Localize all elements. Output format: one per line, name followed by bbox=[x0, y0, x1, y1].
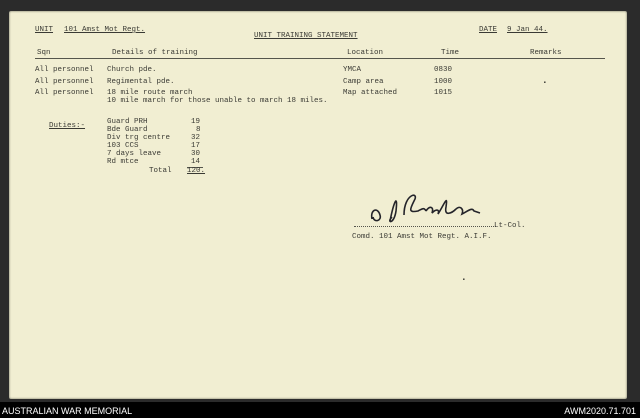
duty-count: 17 bbox=[191, 142, 201, 150]
margin-mark: ▪ bbox=[462, 276, 466, 283]
footer-bar bbox=[0, 402, 640, 418]
footer-accession-number: AWM2020.71.701 bbox=[564, 406, 636, 416]
document-page bbox=[9, 11, 627, 399]
row-sqn: All personnel bbox=[35, 78, 94, 86]
date-label: DATE bbox=[479, 26, 498, 34]
column-header-remarks: Remarks bbox=[530, 49, 562, 57]
duty-name: 103 CCS bbox=[107, 142, 139, 150]
row-details: Regimental pde. bbox=[107, 78, 175, 86]
row-location: Camp area bbox=[343, 78, 384, 86]
duty-name: Guard PRH bbox=[107, 118, 148, 126]
column-header-sqn: Sqn bbox=[37, 49, 51, 57]
duty-count: 19 bbox=[191, 118, 201, 126]
signature-rank: Lt-Col. bbox=[494, 222, 526, 230]
unit-label: UNIT bbox=[35, 26, 54, 34]
handwritten-signature bbox=[364, 187, 499, 227]
column-header-time: Time bbox=[441, 49, 460, 57]
duty-name: 7 days leave bbox=[107, 150, 162, 158]
signature-line bbox=[354, 226, 496, 228]
unit-value: 101 Amst Mot Regt. bbox=[64, 26, 146, 34]
footer-institution: AUSTRALIAN WAR MEMORIAL bbox=[2, 406, 133, 416]
duties-total-label: Total bbox=[149, 167, 172, 175]
duty-count: 30 bbox=[191, 150, 201, 158]
document-title: UNIT TRAINING STATEMENT bbox=[254, 32, 358, 40]
row-time: 1000 bbox=[434, 78, 453, 86]
row-sqn: All personnel bbox=[35, 66, 94, 74]
column-header-details: Details of training bbox=[112, 49, 198, 57]
row-time: 1015 bbox=[434, 89, 453, 97]
duty-count: 32 bbox=[191, 134, 201, 142]
date-value: 9 Jan 44. bbox=[507, 26, 548, 34]
duty-name: Rd mtce bbox=[107, 158, 139, 166]
row-details-continued: 10 mile march for those unable to march 18 miles. bbox=[107, 97, 328, 105]
duty-count: 14 bbox=[191, 158, 201, 166]
row-details: 18 mile route march bbox=[107, 89, 193, 97]
row-location: YMCA bbox=[343, 66, 362, 74]
header-rule bbox=[35, 58, 605, 59]
signature-title: Comd. 101 Amst Mot Regt. A.I.F. bbox=[352, 233, 492, 241]
duty-count: 8 bbox=[196, 126, 201, 134]
duty-name: Bde Guard bbox=[107, 126, 148, 134]
row-time: 0830 bbox=[434, 66, 453, 74]
row-sqn: All personnel bbox=[35, 89, 94, 97]
duty-name: Div trg centre bbox=[107, 134, 171, 142]
duties-total-value: 120. bbox=[187, 167, 206, 175]
margin-mark: ▪ bbox=[543, 79, 547, 86]
column-header-location: Location bbox=[347, 49, 384, 57]
duties-label: Duties:- bbox=[49, 122, 86, 130]
row-details: Church pde. bbox=[107, 66, 157, 74]
row-location: Map attached bbox=[343, 89, 398, 97]
